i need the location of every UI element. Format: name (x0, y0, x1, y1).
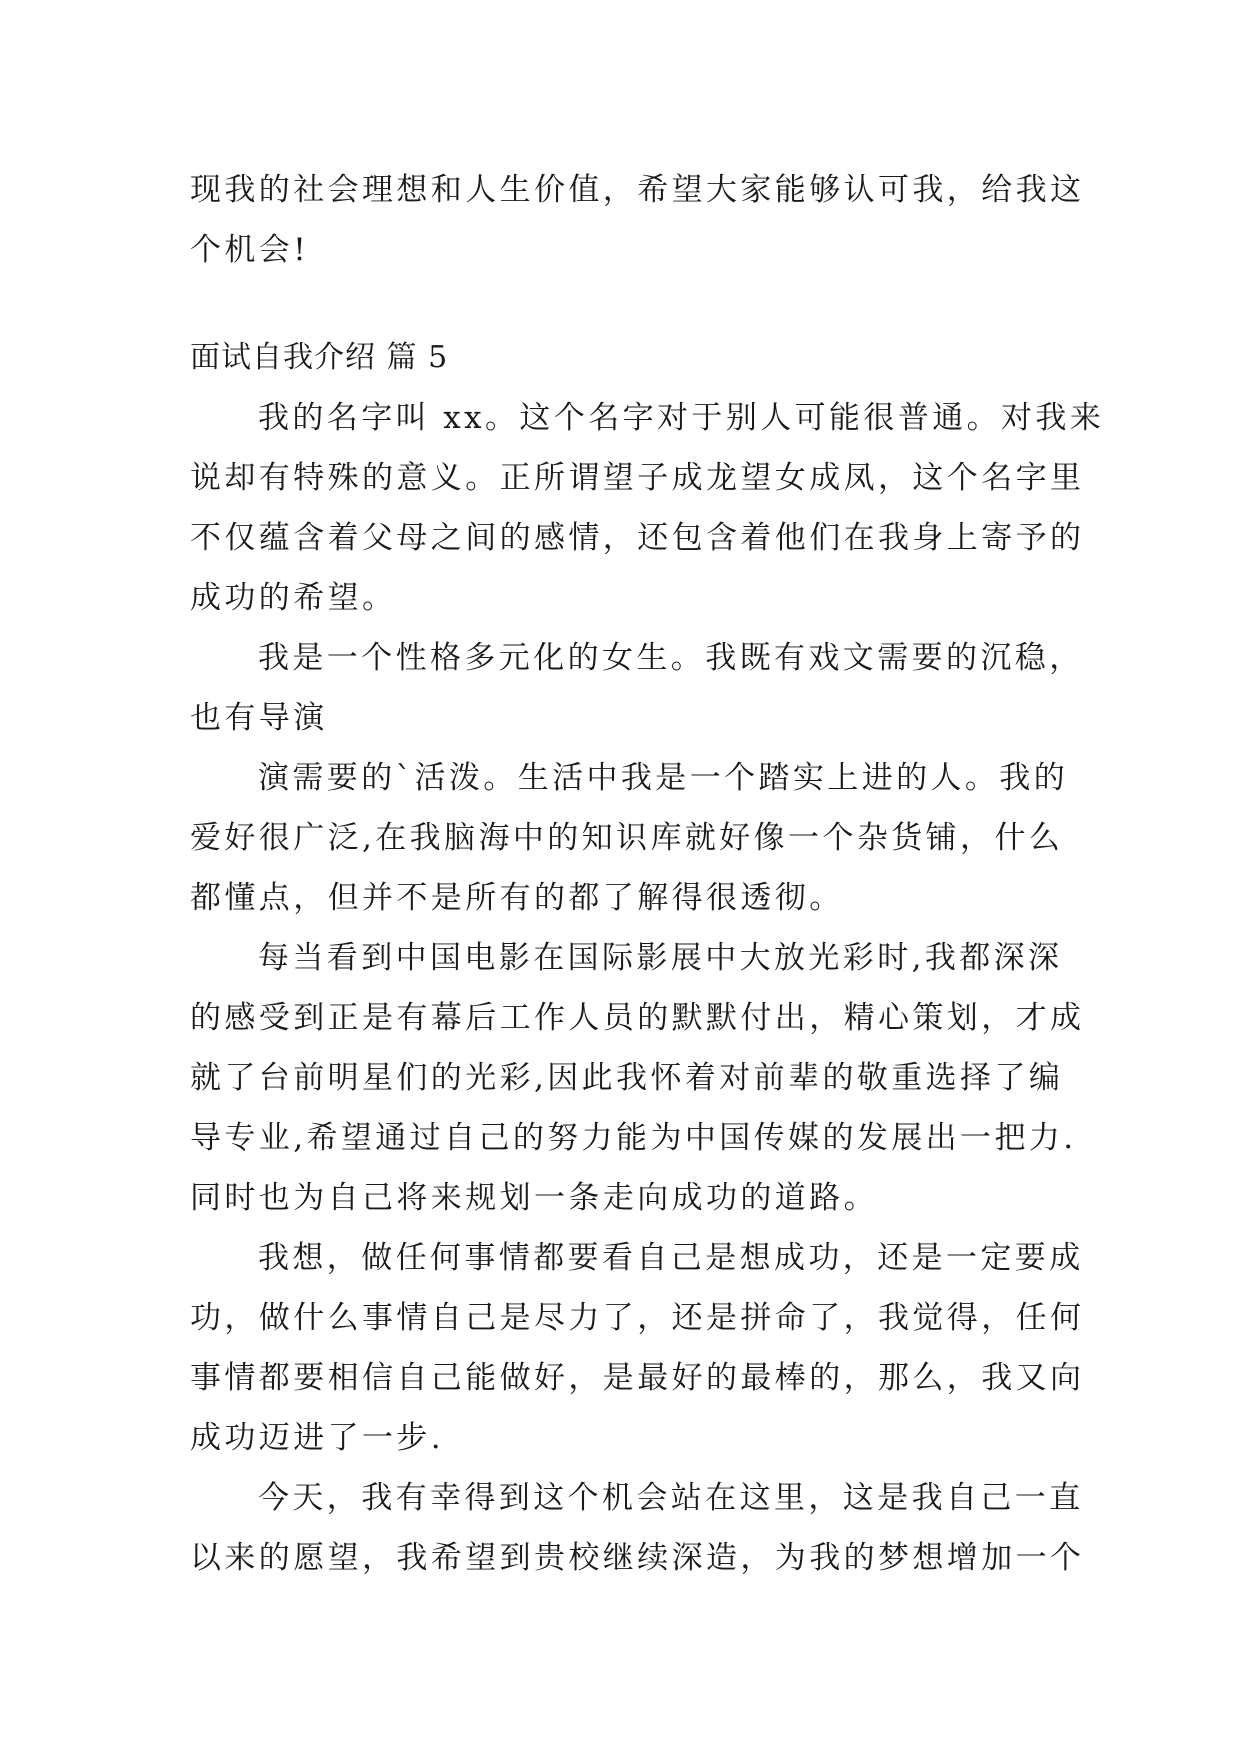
paragraph-2 (190, 628, 1084, 748)
text-line: 的感受到正是有幕后工作人员的默默付出，精心策划，才成 (190, 1000, 1085, 1036)
section-gap (190, 280, 1070, 328)
text-line: 演需要的`活泼。生活中我是一个踏实上进的人。我的 (258, 760, 1069, 796)
text-line: 成功迈进了一步. (190, 1420, 445, 1456)
section-title: 面试自我介绍 篇 5 (190, 340, 449, 375)
text-line: 事情都要相信自己能做好，是最好的最棒的，那么，我又向 (190, 1360, 1085, 1396)
text-line: 我的名字叫 xx。这个名字对于别人可能很普通。对我来 (258, 400, 1105, 436)
text-line: 个机会! (190, 232, 310, 268)
text-line: 就了台前明星们的光彩,因此我怀着对前辈的敬重选择了编 (190, 1060, 1064, 1096)
text-line: 同时也为自己将来规划一条走向成功的道路。 (190, 1180, 878, 1216)
text-line: 爱好很广泛,在我脑海中的知识库就好像一个杂货铺，什么 (190, 820, 1064, 856)
text-line: 不仅蕴含着父母之间的感情，还包含着他们在我身上寄予的 (190, 520, 1085, 556)
text-line: 现我的社会理想和人生价值，希望大家能够认可我，给我这 (190, 172, 1085, 208)
text-line: 说却有特殊的意义。正所谓望子成龙望女成凤，这个名字里 (190, 460, 1085, 496)
text-line: 以来的愿望，我希望到贵校继续深造，为我的梦想增加一个 (190, 1540, 1085, 1576)
text-line: 也有导演 (190, 700, 328, 736)
text-line: 我想，做任何事情都要看自己是想成功，还是一定要成 (258, 1240, 1084, 1276)
text-line: 每当看到中国电影在国际影展中大放光彩时,我都深深 (258, 940, 1063, 976)
continuation-paragraph (190, 160, 1085, 280)
document-body (190, 160, 1105, 1588)
text-line: 功，做什么事情自己是尽力了，还是拼命了，我觉得，任何 (190, 1300, 1085, 1336)
paragraph-4 (190, 928, 1085, 1228)
text-line: 都懂点，但并不是所有的都了解得很透彻。 (190, 880, 844, 916)
paragraph-3 (190, 748, 1070, 928)
text-line: 导专业,希望通过自己的努力能为中国传媒的发展出一把力. (190, 1120, 1077, 1156)
text-line: 我是一个性格多元化的女生。我既有戏文需要的沉稳， (258, 640, 1084, 676)
paragraph-1 (190, 388, 1105, 628)
paragraph-6 (190, 1468, 1085, 1588)
text-line: 成功的希望。 (190, 580, 397, 616)
text-line: 今天，我有幸得到这个机会站在这里，这是我自己一直 (258, 1480, 1084, 1516)
paragraph-5 (190, 1228, 1085, 1468)
